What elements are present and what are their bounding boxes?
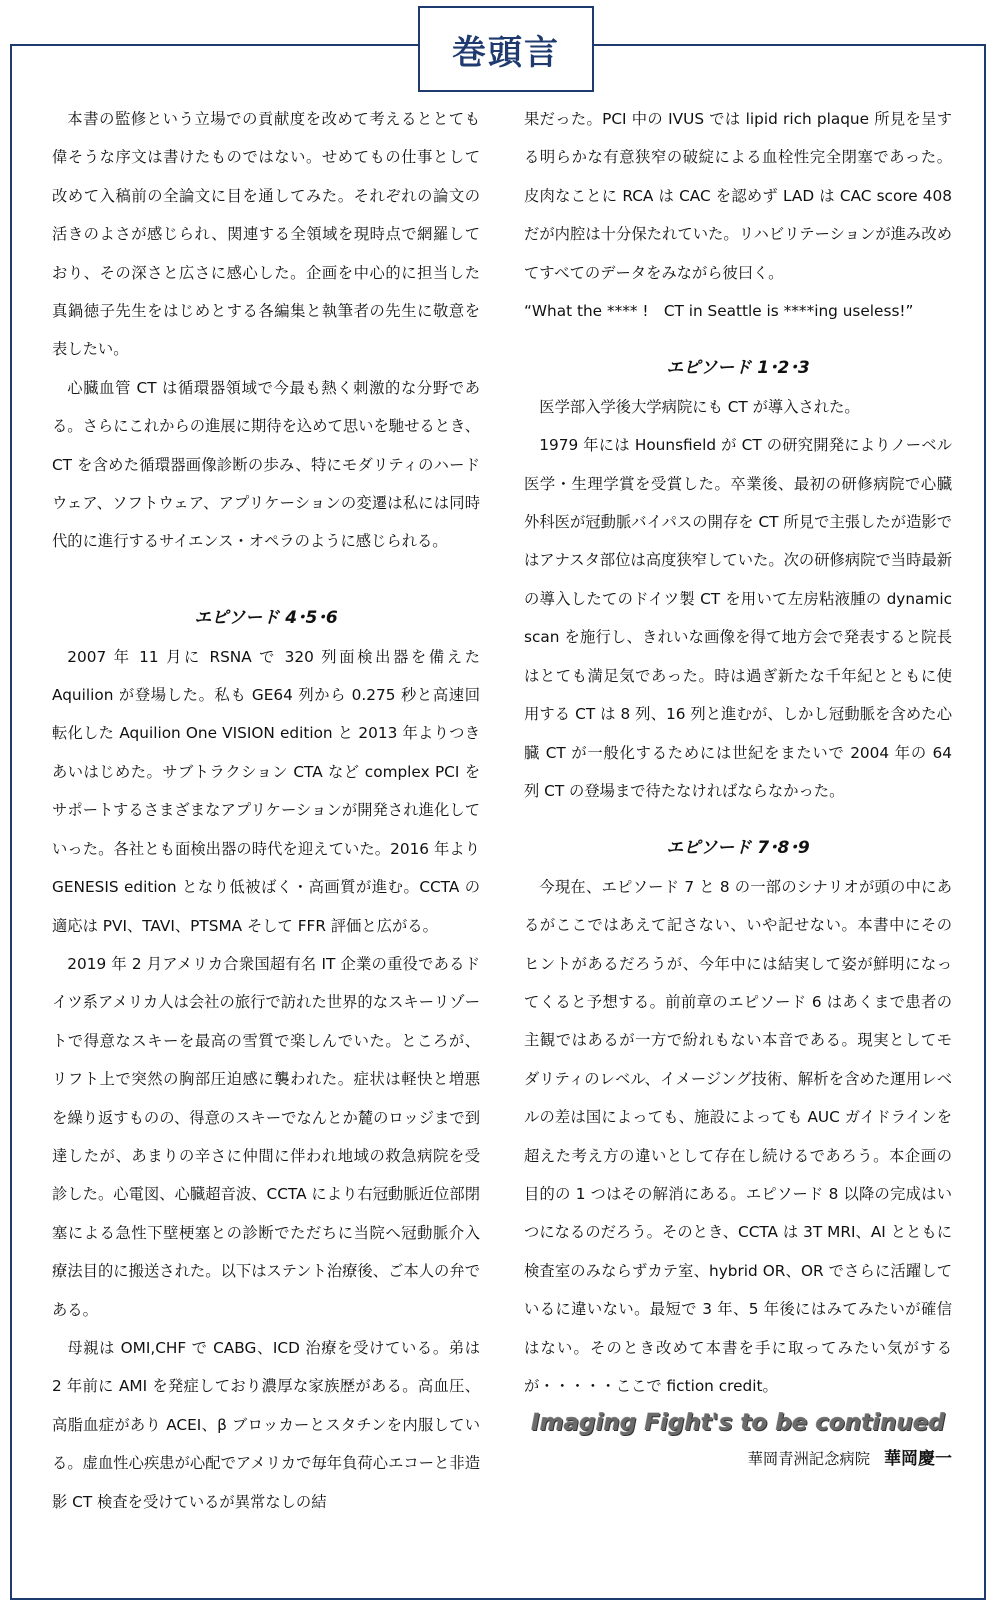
fiction-credit-line: Imaging Fight's to be continued (531, 1410, 945, 1437)
right-paragraph-1: 果だった。PCI 中の IVUS では lipid rich plaque 所見を呈する明らかな有意狭窄の破綻による血栓性完全閉塞であった。皮肉なことに RCA は CAC を認めず LAD は CAC score 408 だが内腔は十分保たれていた。リハビリテーションが進み改めてすべてのデータをみながら彼曰く。 (524, 110, 952, 282)
left-paragraph-2: 心臓血管 CT は循環器領域で今最も熱く刺激的な分野である。さらにこれからの進展に期待を込めて思いを馳せるとき、CT を含めた循環器画像診断の歩み、特にモダリティのハードウェア、ソフトウェア、アプリケーションの変遷は私には同時代的に進行するサイエンス・オペラのように感じられる。 (52, 378, 480, 551)
left-column (52, 100, 480, 1521)
right-paragraph-4: 今現在、エピソード 7 と 8 の一部のシナリオが頭の中にあるがここではあえて記さない、いや記せない。本書中にそのヒントがあるだろうが、今年中には結実して姿が鮮明になってくると予想する。前前章のエピソード 6 はあくまで患者の主観ではあるが一方で紛れもない本音である。現実としてモダリティのレベル、イメージング技術、解析を含めた運用レベルの差は国によっても、施設によっても AUC ガイドラインを超えた考え方の違いとして存在し続けるであろう。本企画の目的の 1 つはその解消にある。エピソード 8 以降の完成はいつになるのだろう。そのとき、CCTA は 3T MRI、AI とともに検査室のみならずカテ室、hybrid OR、OR でさらに活躍しているに違いない。最短で 3 年、5 年後にはみてみたいが確信はない。そのとき改めて本書を手に取ってみたい気がするが・・・・・ここで fiction credit。 (524, 877, 952, 1395)
left-paragraph-1: 本書の監修という立場での貢献度を改めて考えるととても偉そうな序文は書けたものではない。せめてもの仕事として改めて入稿前の全論文に目を通してみた。それぞれの論文の活きのよさが感じられ、関連する全領域を現時点で網羅しており、その深さと広さに感心した。企画を中心的に担当した真鍋徳子先生をはじめとする各編集と執筆者の先生に敬意を表したい。 (52, 110, 480, 359)
episode-heading-123: エピソード 1･2･3 (666, 358, 810, 379)
left-paragraph-5: 母親は OMI,CHF で CABG、ICD 治療を受けている。弟は 2 年前に AMI を発症しており濃厚な家族歴がある。高血圧、高脂血症があり ACEI、β ブロッカーとスタチンを内服している。虚血性心疾患が心配でアメリカで毎年負荷心エコーと非造影 CT 検査を受けているが異常なしの結 (52, 1338, 480, 1511)
title-box (418, 6, 594, 92)
episode-heading-456: エピソード 4･5･6 (194, 608, 338, 629)
quote-line: “What the **** ! CT in Seattle is ****ing useless!” (524, 302, 914, 321)
episode-heading-789: エピソード 7･8･9 (666, 838, 810, 859)
hospital-name: 華岡青洲記念病院 (747, 1450, 870, 1469)
author-name: 華岡慶一 (884, 1449, 952, 1470)
right-column (524, 100, 952, 1477)
page-title: 巻頭言 (452, 32, 560, 73)
right-paragraph-2: 医学部入学後大学病院にも CT が導入された。 (539, 397, 860, 416)
signature (524, 1441, 952, 1477)
left-paragraph-3: 2007 年 11 月に RSNA で 320 列面検出器を備えた Aquilion が登場した。私も GE64 列から 0.275 秒と高速回転化した Aquilion One VISION edition と 2013 年よりつきあいはじめた。サブトラクション CTA など complex PCI をサポートするさまざまなアプリケーションが開発され進化していった。各社とも面検出器の時代を迎えていた。2016 年より GENESIS edition となり低被ばく・高画質が進む。CCTA の適応は PVI、TAVI、PTSMA そして FFR 評価と広がる。 (52, 647, 480, 935)
left-paragraph-4: 2019 年 2 月アメリカ合衆国超有名 IT 企業の重役であるドイツ系アメリカ人は会社の旅行で訪れた世界的なスキーリゾートで得意なスキーを最高の雪質で楽しんでいた。ところが、リフト上で突然の胸部圧迫感に襲われた。症状は軽快と増悪を繰り返すものの、得意のスキーでなんとか麓のロッジまで到達したが、あまりの辛さに仲間に伴われ地域の救急病院を受診した。心電図、心臓超音波、CCTA により右冠動脈近位部閉塞による急性下壁梗塞との診断でただちに当院へ冠動脈介入療法目的に搬送された。以下はステント治療後、ご本人の弁である。 (52, 954, 480, 1319)
right-paragraph-3: 1979 年には Hounsfield が CT の研究開発によりノーベル医学・生理学賞を受賞した。卒業後、最初の研修病院で心臓外科医が冠動脈バイパスの開存を CT 所見で主張したが造影ではアナスタ部位は高度狭窄していた。次の研修病院で当時最新の導入したてのドイツ製 CT を用いて左房粘液腫の dynamic scan を施行し、きれいな画像を得て地方会で発表すると院長はとても満足気であった。時は過ぎ新たな千年紀とともに使用する CT は 8 列、16 列と進むが、しかし冠動脈を含めた心臓 CT が一般化するためには世紀をまたいで 2004 年の 64 列 CT の登場まで待たなければならなかった。 (524, 436, 952, 800)
